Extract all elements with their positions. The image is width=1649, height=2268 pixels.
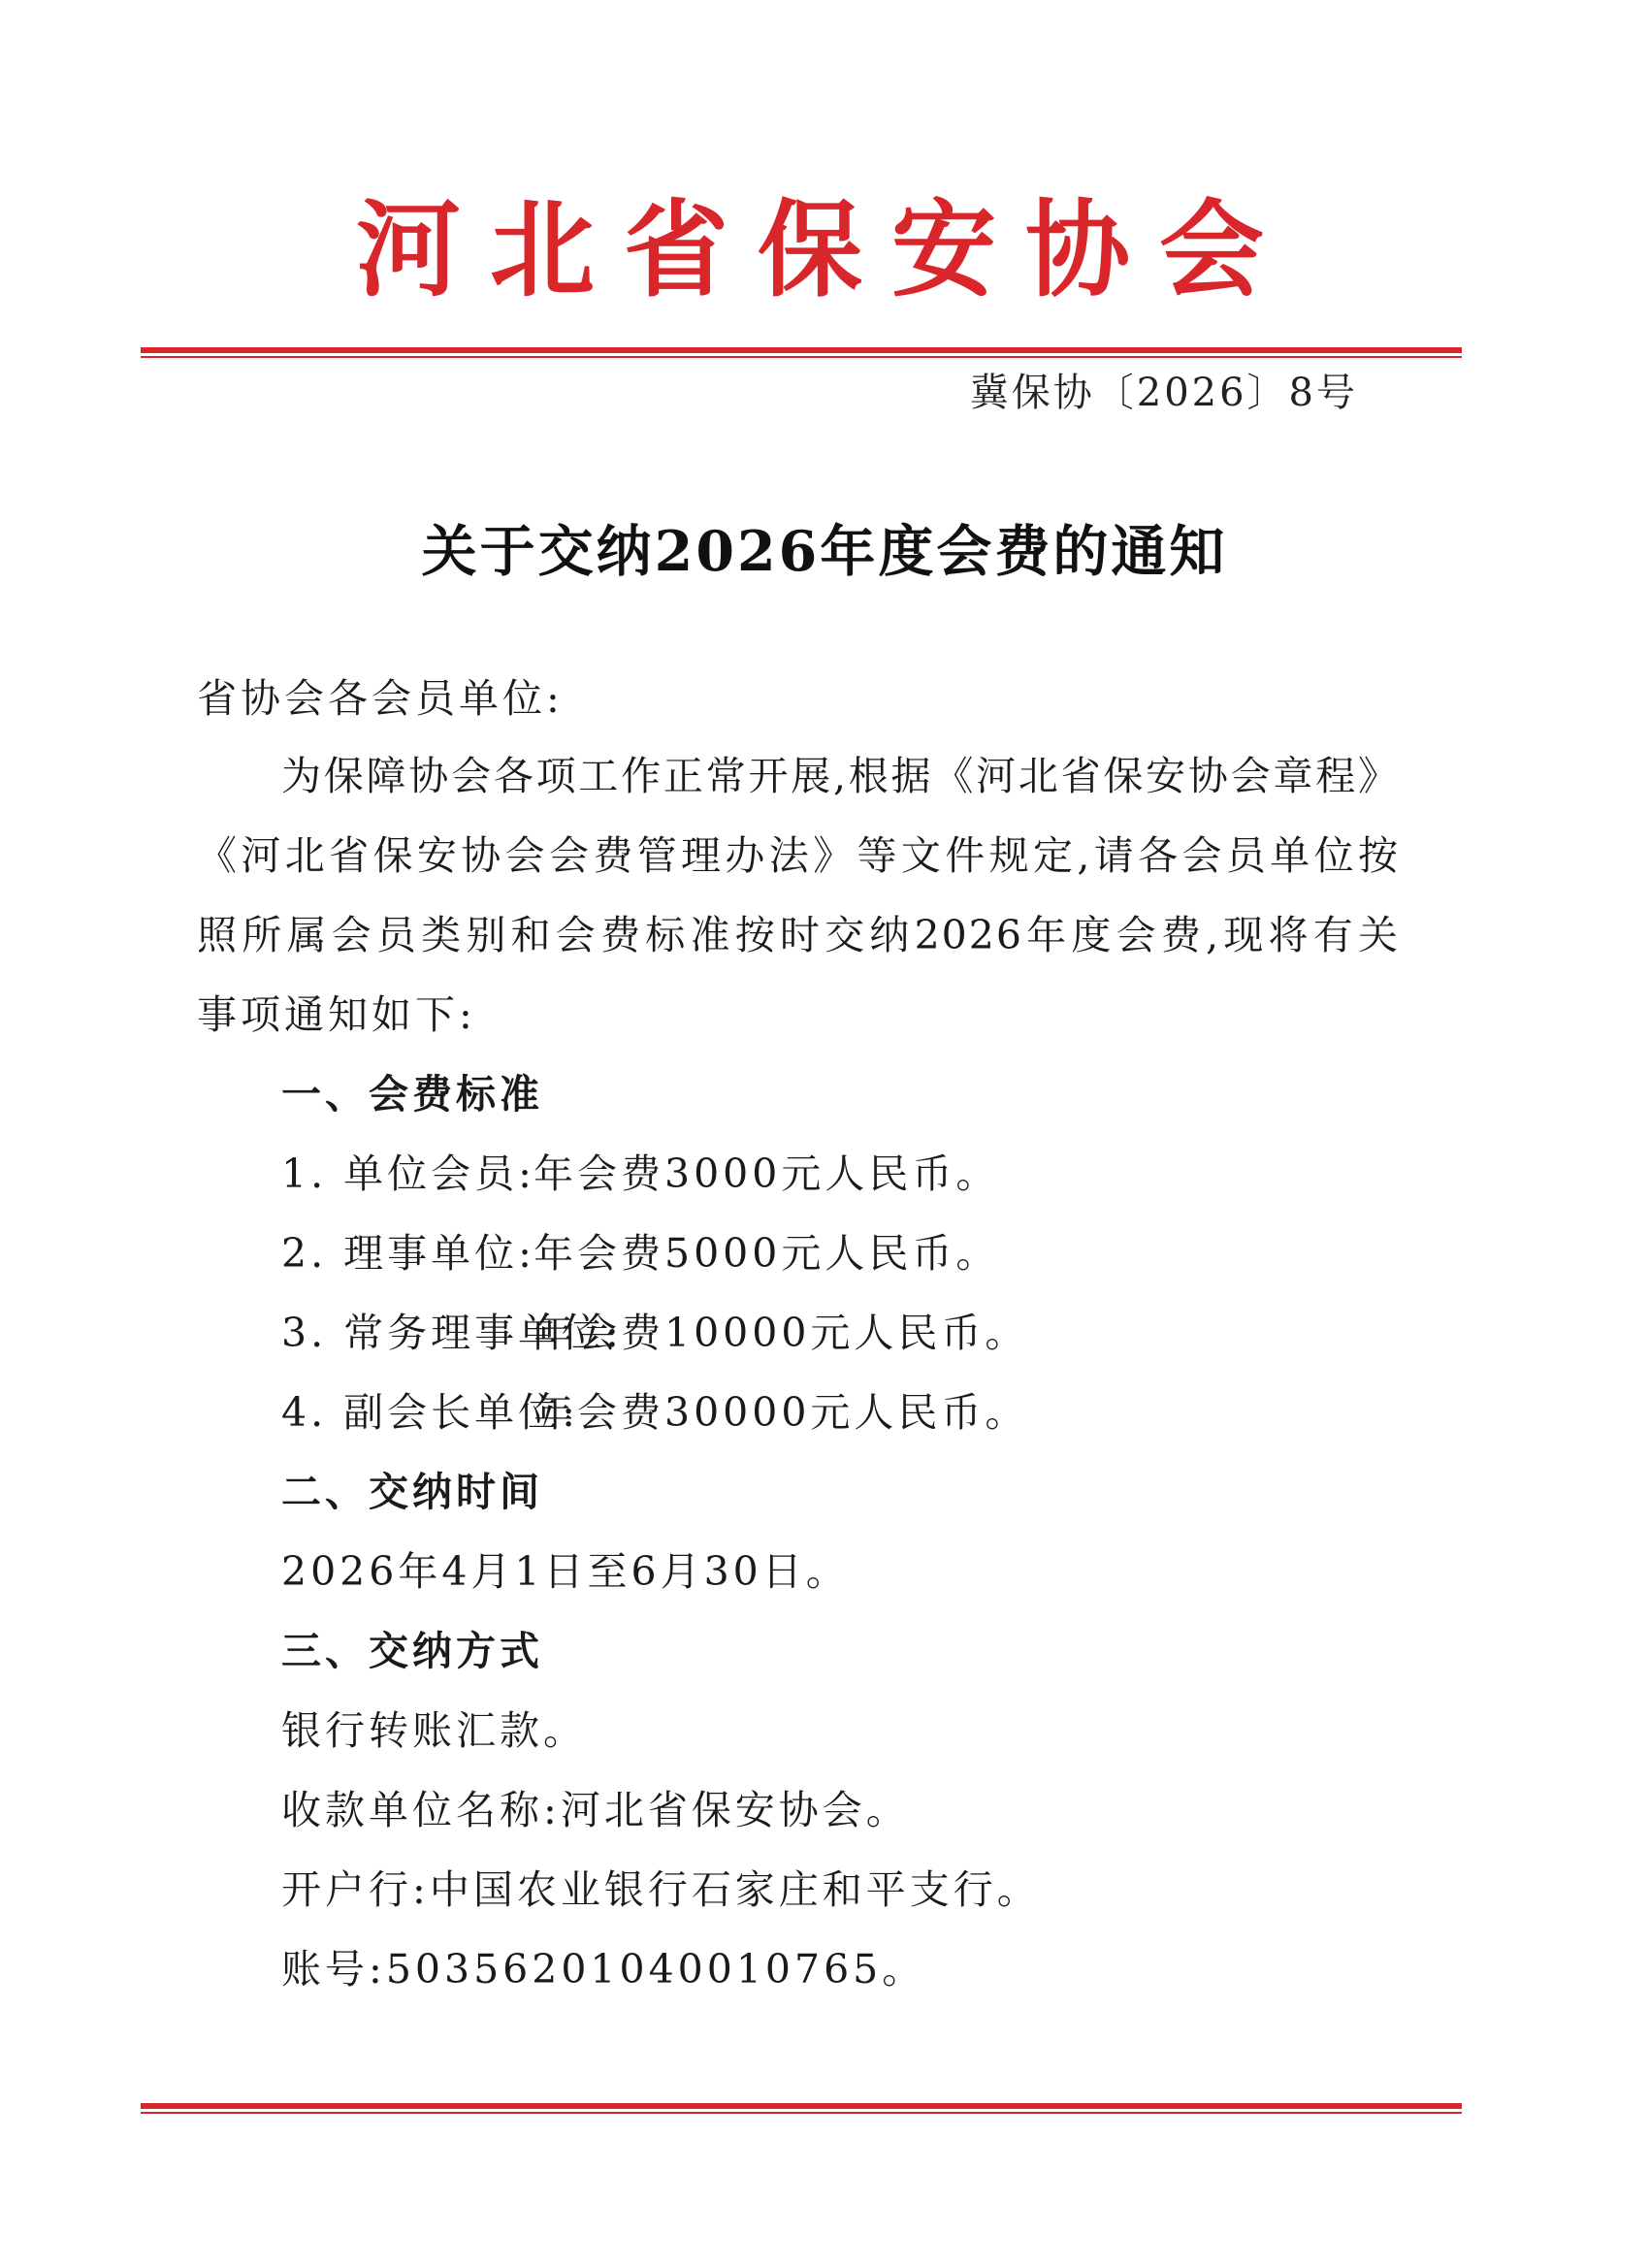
intro-line: 《河北省保安协会会费管理办法》等文件规定,请各会员单位按 [197,832,1400,879]
section-heading-payment-time: 二、交纳时间 [281,1469,543,1515]
fee-item-amount: 年会费10000元人民币。 [534,1310,1029,1356]
footer-red-rule [141,2103,1462,2114]
fee-item-label: 2. 理事单位: [281,1230,535,1277]
salutation: 省协会各会员单位: [197,675,564,722]
fee-item [281,1230,1000,1277]
payee-name: 收款单位名称:河北省保安协会。 [281,1787,910,1833]
fee-item-label: 4. 副会长单位: [281,1389,579,1436]
fee-item-label: 1. 单位会员: [281,1150,535,1197]
fee-item-label: 3. 常务理事单位: [281,1310,623,1356]
intro-line: 事项通知如下: [197,991,476,1038]
document-number: 冀保协〔2026〕8号 [969,371,1358,415]
section-heading-payment-method: 三、交纳方式 [281,1628,543,1674]
fee-item-amount: 年会费5000元人民币。 [534,1230,1000,1277]
bank-name: 开户行:中国农业银行石家庄和平支行。 [281,1866,1041,1913]
letterhead-red-rule [141,347,1462,358]
fee-item [281,1389,1029,1436]
section-heading-fee-standard: 一、会费标准 [281,1071,543,1118]
letterhead-org-name: 河北省保安协会 [355,190,1293,311]
intro-line: 照所属会员类别和会费标准按时交纳2026年度会费,现将有关 [197,912,1400,958]
fee-item-amount: 年会费30000元人民币。 [534,1389,1029,1436]
page-title: 关于交纳2026年度会费的通知 [421,519,1228,584]
account-number: 账号:50356201040010765。 [281,1946,926,1993]
intro-line: 为保障协会各项工作正常开展,根据《河北省保安协会章程》 [281,753,1400,799]
fee-item [281,1150,1000,1197]
fee-item-amount: 年会费3000元人民币。 [534,1150,1000,1197]
payment-period: 2026年4月1日至6月30日。 [281,1548,850,1595]
fee-item [281,1310,1029,1356]
payment-method: 银行转账汇款。 [281,1707,587,1754]
